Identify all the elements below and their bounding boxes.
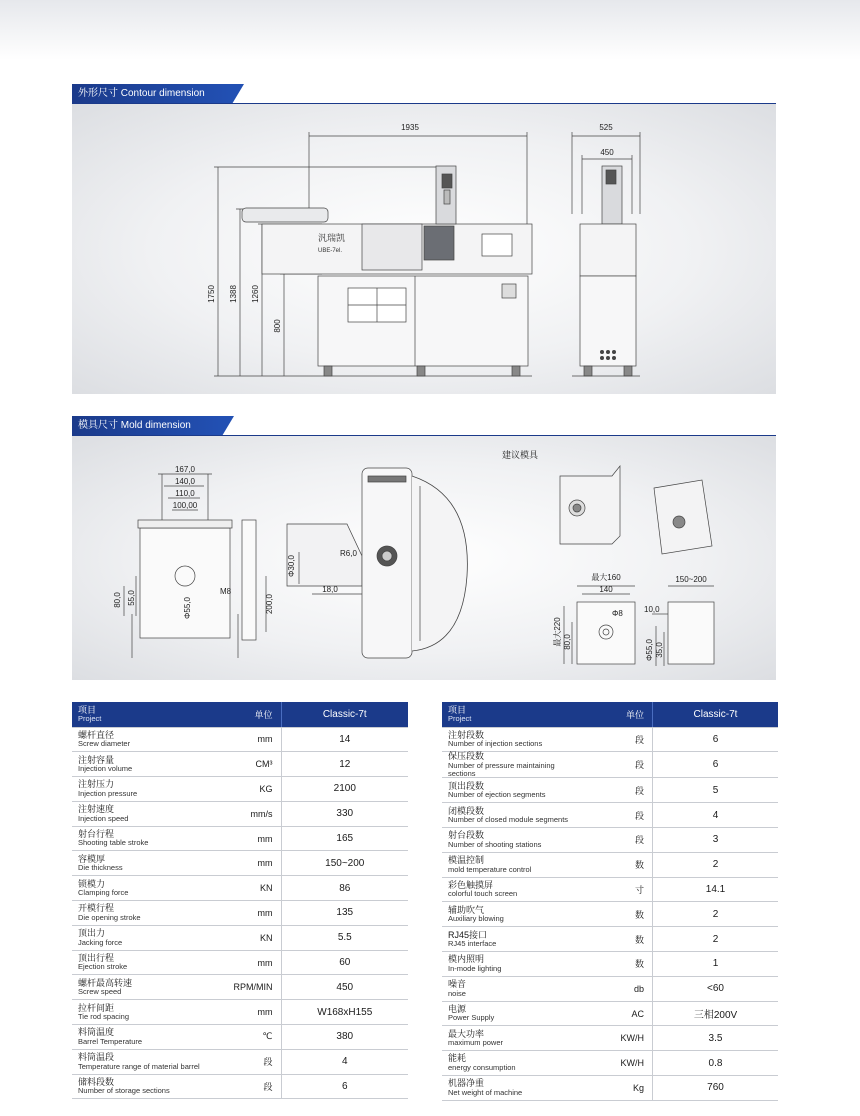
row-label-zh: 机器净重 xyxy=(448,1078,485,1089)
table-row xyxy=(72,975,408,1000)
control-screen xyxy=(424,226,454,260)
machine-brand-label: 汎瑞凯 xyxy=(318,233,346,243)
row-label-en: Ejection stroke xyxy=(78,962,128,972)
row-label-zh: 顶出行程 xyxy=(78,952,115,963)
row-value: 14 xyxy=(281,727,408,752)
mold-iso-1 xyxy=(560,466,620,544)
row-unit: KW/H xyxy=(584,1051,652,1076)
table-row xyxy=(72,777,408,802)
row-unit: 段 xyxy=(584,803,652,828)
table-row xyxy=(442,1001,778,1026)
dim-35: 35,0 xyxy=(655,642,664,658)
table-row xyxy=(442,1076,778,1101)
row-label-en: Die thickness xyxy=(78,863,123,873)
row-label-zh: RJ45接口 xyxy=(448,929,488,940)
row-value: W168xH155 xyxy=(281,1000,408,1025)
dim-140-mold: 140 xyxy=(599,585,613,594)
row-unit: 数 xyxy=(584,902,652,927)
dim-side-inner: 450 xyxy=(600,148,614,157)
mold-drawing-panel xyxy=(72,436,776,680)
table-row xyxy=(72,925,408,950)
row-label-en: Number of storage sections xyxy=(78,1086,170,1096)
row-unit: KW/H xyxy=(584,1026,652,1051)
row-label-zh: 螺杆最高转速 xyxy=(78,977,133,988)
header-project-zh: 项目 xyxy=(448,704,467,715)
row-value: 12 xyxy=(281,752,408,777)
row-value: 14.1 xyxy=(653,877,778,902)
row-unit: ℃ xyxy=(210,1025,281,1050)
dim-height-800: 800 xyxy=(273,319,282,333)
row-label-zh: 顶出力 xyxy=(78,928,106,939)
row-value: 60 xyxy=(281,950,408,975)
section-title-mold: 模具尺寸 Mold dimension xyxy=(72,416,222,436)
row-unit: 段 xyxy=(584,752,652,778)
row-label-en: mold temperature control xyxy=(448,864,532,874)
dim-phi8: Φ8 xyxy=(612,609,623,618)
row-unit: mm xyxy=(210,851,281,876)
row-label-en: RJ45 interface xyxy=(448,938,497,948)
row-label-zh: 料筒温度 xyxy=(78,1027,115,1038)
dim-side-total: 525 xyxy=(599,123,613,132)
table-row xyxy=(442,877,778,902)
row-value: 5.5 xyxy=(281,925,408,950)
row-label-zh: 拉杆间距 xyxy=(78,1002,115,1013)
header-model: Classic-7t xyxy=(281,702,408,727)
row-value: 2 xyxy=(653,902,778,927)
dim-phi55-mold: Φ55,0 xyxy=(645,639,654,661)
row-label-zh: 射台行程 xyxy=(78,828,115,839)
dim-55: 55,0 xyxy=(127,590,136,606)
suggested-mold-label: 建议模具 xyxy=(501,450,539,460)
header-project-zh: 项目 xyxy=(78,704,97,715)
row-value: 135 xyxy=(281,901,408,926)
row-label-zh: 注射速度 xyxy=(78,804,115,815)
table-row xyxy=(442,852,778,877)
row-value: 380 xyxy=(281,1025,408,1050)
row-label-zh: 模温控制 xyxy=(448,855,485,866)
row-value: 6 xyxy=(281,1074,408,1099)
dim-height-1260: 1260 xyxy=(251,285,260,303)
header-unit: 单位 xyxy=(210,702,281,727)
row-label-zh: 模内照明 xyxy=(448,954,485,965)
row-value: 165 xyxy=(281,826,408,851)
row-unit: 段 xyxy=(584,778,652,803)
table-row xyxy=(442,727,778,752)
row-label-zh: 锁模力 xyxy=(78,878,106,889)
row-unit: 段 xyxy=(584,828,652,853)
row-unit: 数 xyxy=(584,852,652,877)
row-label-en: Number of shooting stations xyxy=(448,839,542,849)
row-label-en: Temperature range of material barrel xyxy=(78,1061,200,1071)
row-value: 760 xyxy=(653,1076,778,1101)
table-row xyxy=(72,1025,408,1050)
row-label-en: Auxiliary blowing xyxy=(448,914,504,924)
row-value: 2 xyxy=(653,852,778,877)
row-value: 三相200V xyxy=(653,1001,778,1026)
row-label-en: Screw speed xyxy=(78,987,122,997)
dim-phi30: Φ30,0 xyxy=(287,555,296,577)
table-row xyxy=(72,801,408,826)
table-row xyxy=(72,876,408,901)
row-label-en: Number of ejection segments xyxy=(448,790,546,800)
row-unit: mm/s xyxy=(210,801,281,826)
table-row xyxy=(442,1026,778,1051)
row-label-zh: 顶出段数 xyxy=(448,780,485,791)
spec-table-left xyxy=(72,702,408,1099)
dim-80-mold: 80,0 xyxy=(563,634,572,650)
row-unit: RPM/MIN xyxy=(210,975,281,1000)
row-unit: mm xyxy=(210,1000,281,1025)
row-value: 3 xyxy=(653,828,778,853)
row-value: 150~200 xyxy=(281,851,408,876)
table-row xyxy=(442,778,778,803)
table-row xyxy=(72,1049,408,1074)
row-label-en: Tie rod spacing xyxy=(78,1011,129,1021)
row-label-en: Barrel Temperature xyxy=(78,1036,143,1046)
table-row xyxy=(442,828,778,853)
row-label-zh: 开模行程 xyxy=(78,903,115,914)
row-unit: 段 xyxy=(210,1074,281,1099)
row-unit: 数 xyxy=(584,927,652,952)
row-label-zh: 容模厚 xyxy=(78,853,106,864)
row-label-en: In-mode lighting xyxy=(448,963,502,973)
table-row xyxy=(442,803,778,828)
dim-height-1750: 1750 xyxy=(207,285,216,303)
row-label-en: Number of pressure maintaining sections xyxy=(448,760,555,778)
contour-drawing-panel xyxy=(72,104,776,394)
row-label-en: Net weight of machine xyxy=(448,1087,523,1097)
mold-iso-2 xyxy=(654,480,712,554)
row-label-zh: 电源 xyxy=(448,1003,467,1014)
table-row xyxy=(72,950,408,975)
row-value: 6 xyxy=(653,752,778,778)
dim-height-1388: 1388 xyxy=(229,285,238,303)
row-unit: AC xyxy=(584,1001,652,1026)
table-row xyxy=(72,752,408,777)
row-label-en: Die opening stroke xyxy=(78,912,141,922)
row-value: 0.8 xyxy=(653,1051,778,1076)
spec-table-right xyxy=(442,702,778,1101)
row-unit: 数 xyxy=(584,952,652,977)
row-unit: 寸 xyxy=(584,877,652,902)
dim-150-200: 150~200 xyxy=(675,575,707,584)
row-label-zh: 螺杆直径 xyxy=(78,729,115,740)
row-value: 2 xyxy=(653,927,778,952)
row-label-zh: 最大功率 xyxy=(448,1028,485,1039)
row-label-en: maximum power xyxy=(448,1038,504,1048)
dim-140: 140,0 xyxy=(174,477,196,486)
dim-110: 110,0 xyxy=(175,489,195,498)
row-label-zh: 辅助吹气 xyxy=(448,904,485,915)
row-label-zh: 能耗 xyxy=(448,1053,467,1064)
row-unit: CM³ xyxy=(210,752,281,777)
contour-drawing xyxy=(72,104,776,394)
row-label-zh: 料筒温段 xyxy=(78,1052,115,1063)
row-label-en: noise xyxy=(448,988,466,998)
mold-front-view xyxy=(577,602,635,664)
row-value: 450 xyxy=(281,975,408,1000)
row-label-zh: 彩色触摸屏 xyxy=(448,879,494,890)
table-row xyxy=(442,902,778,927)
row-label-en: Shooting table stroke xyxy=(78,838,149,848)
row-label-en: Jacking force xyxy=(78,937,123,947)
machine-model-badge: UBE-7el. xyxy=(318,248,343,254)
section-title-contour: 外形尺寸 Contour dimension xyxy=(72,84,232,104)
row-label-en: energy consumption xyxy=(448,1062,516,1072)
table-row xyxy=(72,851,408,876)
dim-80: 80,0 xyxy=(113,592,122,608)
side-upper-body xyxy=(580,224,636,276)
platen-front xyxy=(140,528,230,638)
mold-drawing xyxy=(72,436,776,680)
row-label-zh: 注射压力 xyxy=(78,779,115,790)
row-value: 330 xyxy=(281,801,408,826)
dim-m8: M8 xyxy=(220,587,232,596)
dim-r6: R6,0 xyxy=(340,549,357,558)
dim-10: 10,0 xyxy=(644,605,660,614)
dim-200: 200,0 xyxy=(265,593,274,615)
header-model: Classic-7t xyxy=(653,702,778,727)
dim-max160: 最大160 xyxy=(591,573,621,582)
row-label-en: Screw diameter xyxy=(78,739,131,749)
row-value: 4 xyxy=(653,803,778,828)
row-value: 5 xyxy=(653,778,778,803)
row-unit: mm xyxy=(210,727,281,752)
table-row xyxy=(72,1000,408,1025)
row-unit: mm xyxy=(210,901,281,926)
header-project-en: Project xyxy=(448,714,472,724)
table-header-row xyxy=(442,702,778,727)
row-unit: KN xyxy=(210,876,281,901)
table-row xyxy=(442,752,778,778)
dim-167: 167,0 xyxy=(174,465,196,474)
row-label-zh: 注射段数 xyxy=(448,729,485,740)
row-label-zh: 射台段数 xyxy=(448,830,485,841)
row-label-en: Injection speed xyxy=(78,813,129,823)
row-value: 2100 xyxy=(281,777,408,802)
row-label-en: Clamping force xyxy=(78,887,129,897)
row-value: <60 xyxy=(653,976,778,1001)
table-header-row xyxy=(72,702,408,727)
row-unit: Kg xyxy=(584,1076,652,1101)
row-value: 6 xyxy=(653,727,778,752)
row-unit: 段 xyxy=(584,727,652,752)
mold-side-view xyxy=(668,602,714,664)
row-label-en: Number of injection sections xyxy=(448,739,543,749)
dim-max220: 最大220 xyxy=(553,617,562,647)
dim-100: 100,00 xyxy=(172,501,198,510)
row-unit: 段 xyxy=(210,1049,281,1074)
row-label-en: Number of closed module segments xyxy=(448,814,569,824)
row-unit: KG xyxy=(210,777,281,802)
row-unit: KN xyxy=(210,925,281,950)
row-label-zh: 噪音 xyxy=(448,979,467,990)
row-unit: db xyxy=(584,976,652,1001)
table-row xyxy=(72,1074,408,1099)
header-project-en: Project xyxy=(78,714,102,724)
dim-phi55: Φ55,0 xyxy=(183,597,192,619)
row-unit: mm xyxy=(210,826,281,851)
row-label-en: colorful touch screen xyxy=(448,889,518,899)
row-value: 1 xyxy=(653,952,778,977)
table-row xyxy=(442,976,778,1001)
row-unit: mm xyxy=(210,950,281,975)
header-unit: 单位 xyxy=(584,702,652,727)
row-label-en: Power Supply xyxy=(448,1013,495,1023)
row-label-en: Injection volume xyxy=(78,763,133,773)
table-row xyxy=(442,927,778,952)
dim-18: 18,0 xyxy=(322,585,338,594)
row-value: 86 xyxy=(281,876,408,901)
table-row xyxy=(442,952,778,977)
row-value: 3.5 xyxy=(653,1026,778,1051)
row-label-en: Injection pressure xyxy=(78,788,138,798)
table-row xyxy=(72,826,408,851)
row-label-zh: 保压段数 xyxy=(448,751,485,762)
hopper-bar xyxy=(242,208,328,222)
row-value: 4 xyxy=(281,1049,408,1074)
row-label-zh: 闭模段数 xyxy=(448,805,485,816)
top-band xyxy=(0,0,860,60)
table-row xyxy=(72,727,408,752)
platen-side xyxy=(242,520,256,640)
dim-width-total: 1935 xyxy=(401,123,419,132)
table-row xyxy=(442,1051,778,1076)
row-label-zh: 储料段数 xyxy=(78,1076,115,1087)
row-label-zh: 注射容量 xyxy=(78,754,115,765)
table-row xyxy=(72,901,408,926)
